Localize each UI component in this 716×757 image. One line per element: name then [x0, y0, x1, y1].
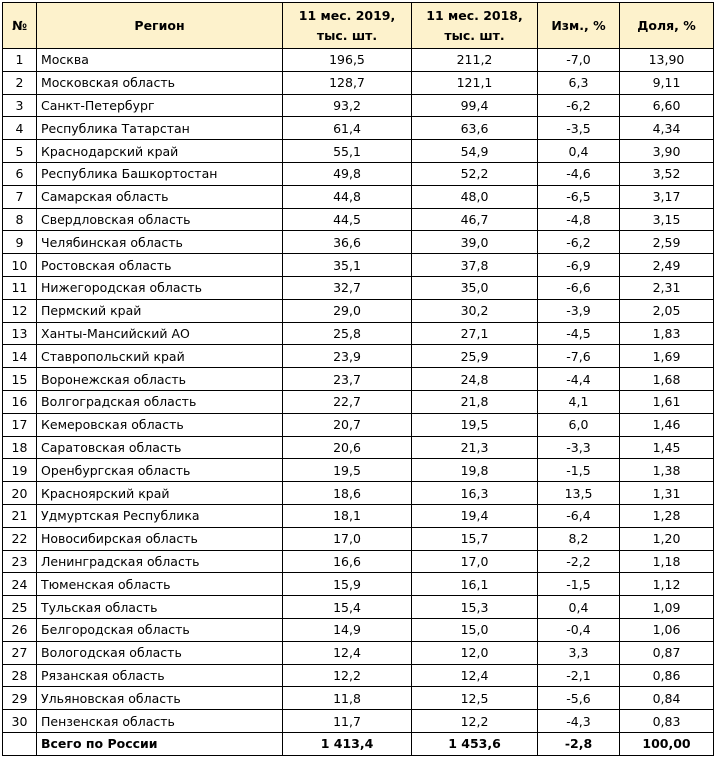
change-percent: 8,2 — [538, 527, 620, 550]
share-percent: 1,28 — [620, 504, 714, 527]
region-name: Белгородская область — [37, 618, 283, 641]
row-number: 9 — [3, 231, 37, 254]
region-name: Краснодарский край — [37, 140, 283, 163]
row-number: 27 — [3, 641, 37, 664]
value-2019: 128,7 — [283, 71, 412, 94]
change-percent: -2,1 — [538, 664, 620, 687]
region-name: Москва — [37, 49, 283, 72]
share-percent: 2,31 — [620, 276, 714, 299]
table-row — [3, 322, 714, 345]
value-2018: 121,1 — [412, 71, 538, 94]
table-row — [3, 459, 714, 482]
total-row — [3, 732, 714, 755]
share-percent: 6,60 — [620, 94, 714, 117]
row-number: 24 — [3, 573, 37, 596]
row-number: 26 — [3, 618, 37, 641]
value-2018: 12,4 — [412, 664, 538, 687]
table-row — [3, 664, 714, 687]
value-2019: 23,7 — [283, 368, 412, 391]
change-percent: -1,5 — [538, 459, 620, 482]
region-name: Саратовская область — [37, 436, 283, 459]
value-2019: 11,8 — [283, 687, 412, 710]
share-percent: 1,38 — [620, 459, 714, 482]
table-row — [3, 482, 714, 505]
table-row — [3, 550, 714, 573]
value-2019: 61,4 — [283, 117, 412, 140]
region-name: Кемеровская область — [37, 413, 283, 436]
region-name: Удмуртская Республика — [37, 504, 283, 527]
value-2019: 19,5 — [283, 459, 412, 482]
row-number — [3, 732, 37, 755]
table-row — [3, 254, 714, 277]
value-2019: 49,8 — [283, 162, 412, 185]
change-percent: -4,4 — [538, 368, 620, 391]
row-number: 4 — [3, 117, 37, 140]
value-2019: 23,9 — [283, 345, 412, 368]
change-percent: 3,3 — [538, 641, 620, 664]
region-name: Пензенская область — [37, 710, 283, 733]
share-percent: 2,05 — [620, 299, 714, 322]
header-2018 — [412, 3, 538, 49]
row-number: 29 — [3, 687, 37, 710]
change-percent: -4,6 — [538, 162, 620, 185]
region-name: Волгоградская область — [37, 390, 283, 413]
region-name: Пермский край — [37, 299, 283, 322]
region-name: Тюменская область — [37, 573, 283, 596]
change-percent: -6,4 — [538, 504, 620, 527]
change-percent: -7,6 — [538, 345, 620, 368]
share-percent: 2,49 — [620, 254, 714, 277]
row-number: 21 — [3, 504, 37, 527]
value-2018: 19,5 — [412, 413, 538, 436]
region-name: Самарская область — [37, 185, 283, 208]
table-row — [3, 185, 714, 208]
share-percent: 1,09 — [620, 596, 714, 619]
row-number: 6 — [3, 162, 37, 185]
value-2018: 63,6 — [412, 117, 538, 140]
region-name: Новосибирская область — [37, 527, 283, 550]
change-percent: -3,5 — [538, 117, 620, 140]
table-row — [3, 641, 714, 664]
value-2019: 44,5 — [283, 208, 412, 231]
row-number: 14 — [3, 345, 37, 368]
change-percent: -6,2 — [538, 231, 620, 254]
share-percent: 1,45 — [620, 436, 714, 459]
region-name: Ростовская область — [37, 254, 283, 277]
region-name: Вологодская область — [37, 641, 283, 664]
change-percent: -2,2 — [538, 550, 620, 573]
header-share: Доля, % — [620, 3, 714, 49]
value-2019: 14,9 — [283, 618, 412, 641]
value-2019: 1 413,4 — [283, 732, 412, 755]
change-percent: 0,4 — [538, 596, 620, 619]
value-2019: 12,4 — [283, 641, 412, 664]
change-percent: -2,8 — [538, 732, 620, 755]
value-2018: 21,3 — [412, 436, 538, 459]
regions-table — [2, 2, 714, 756]
value-2018: 16,1 — [412, 573, 538, 596]
share-percent: 0,83 — [620, 710, 714, 733]
change-percent: 13,5 — [538, 482, 620, 505]
value-2019: 22,7 — [283, 390, 412, 413]
value-2019: 93,2 — [283, 94, 412, 117]
value-2018: 30,2 — [412, 299, 538, 322]
share-percent: 0,87 — [620, 641, 714, 664]
share-percent: 1,06 — [620, 618, 714, 641]
share-percent: 2,59 — [620, 231, 714, 254]
share-percent: 1,20 — [620, 527, 714, 550]
table-row — [3, 49, 714, 72]
value-2018: 211,2 — [412, 49, 538, 72]
value-2019: 12,2 — [283, 664, 412, 687]
share-percent: 1,68 — [620, 368, 714, 391]
header-region: Регион — [37, 3, 283, 49]
share-percent: 1,31 — [620, 482, 714, 505]
header-2019-line1: 11 мес. 2019, — [298, 7, 396, 23]
value-2019: 20,6 — [283, 436, 412, 459]
value-2019: 55,1 — [283, 140, 412, 163]
table-row — [3, 527, 714, 550]
value-2018: 27,1 — [412, 322, 538, 345]
change-percent: -1,5 — [538, 573, 620, 596]
table-row — [3, 345, 714, 368]
value-2019: 196,5 — [283, 49, 412, 72]
table-row — [3, 231, 714, 254]
value-2019: 44,8 — [283, 185, 412, 208]
change-percent: -0,4 — [538, 618, 620, 641]
share-percent: 1,18 — [620, 550, 714, 573]
table-row — [3, 71, 714, 94]
value-2018: 12,2 — [412, 710, 538, 733]
share-percent: 13,90 — [620, 49, 714, 72]
table-row — [3, 117, 714, 140]
change-percent: -5,6 — [538, 687, 620, 710]
share-percent: 3,15 — [620, 208, 714, 231]
region-name: Нижегородская область — [37, 276, 283, 299]
share-percent: 100,00 — [620, 732, 714, 755]
region-name: Ханты-Мансийский АО — [37, 322, 283, 345]
value-2018: 37,8 — [412, 254, 538, 277]
share-percent: 1,12 — [620, 573, 714, 596]
table-row — [3, 618, 714, 641]
table-row — [3, 504, 714, 527]
share-percent: 0,86 — [620, 664, 714, 687]
table-row — [3, 94, 714, 117]
header-number: № — [3, 3, 37, 49]
table-row — [3, 596, 714, 619]
header-row — [3, 3, 714, 49]
value-2018: 35,0 — [412, 276, 538, 299]
change-percent: -6,9 — [538, 254, 620, 277]
row-number: 18 — [3, 436, 37, 459]
share-percent: 3,17 — [620, 185, 714, 208]
row-number: 30 — [3, 710, 37, 733]
row-number: 23 — [3, 550, 37, 573]
change-percent: -4,8 — [538, 208, 620, 231]
table-row — [3, 299, 714, 322]
share-percent: 1,46 — [620, 413, 714, 436]
table-row — [3, 140, 714, 163]
value-2018: 99,4 — [412, 94, 538, 117]
value-2018: 24,8 — [412, 368, 538, 391]
value-2018: 1 453,6 — [412, 732, 538, 755]
share-percent: 1,69 — [620, 345, 714, 368]
row-number: 16 — [3, 390, 37, 413]
region-name: Челябинская область — [37, 231, 283, 254]
value-2018: 54,9 — [412, 140, 538, 163]
table-row — [3, 413, 714, 436]
value-2019: 29,0 — [283, 299, 412, 322]
value-2019: 15,9 — [283, 573, 412, 596]
region-name: Свердловская область — [37, 208, 283, 231]
value-2019: 35,1 — [283, 254, 412, 277]
region-name: Тульская область — [37, 596, 283, 619]
region-name: Ленинградская область — [37, 550, 283, 573]
change-percent: -6,2 — [538, 94, 620, 117]
row-number: 3 — [3, 94, 37, 117]
row-number: 17 — [3, 413, 37, 436]
row-number: 15 — [3, 368, 37, 391]
region-name: Московская область — [37, 71, 283, 94]
table-row — [3, 162, 714, 185]
header-2018-line2: тыс. шт. — [444, 27, 505, 43]
value-2019: 16,6 — [283, 550, 412, 573]
value-2018: 12,5 — [412, 687, 538, 710]
region-name: Республика Башкортостан — [37, 162, 283, 185]
value-2018: 16,3 — [412, 482, 538, 505]
value-2019: 25,8 — [283, 322, 412, 345]
value-2018: 46,7 — [412, 208, 538, 231]
region-name: Республика Татарстан — [37, 117, 283, 140]
row-number: 13 — [3, 322, 37, 345]
value-2018: 15,0 — [412, 618, 538, 641]
value-2018: 15,3 — [412, 596, 538, 619]
row-number: 28 — [3, 664, 37, 687]
change-percent: 6,0 — [538, 413, 620, 436]
share-percent: 9,11 — [620, 71, 714, 94]
header-2019 — [283, 3, 412, 49]
value-2018: 39,0 — [412, 231, 538, 254]
row-number: 1 — [3, 49, 37, 72]
table-row — [3, 573, 714, 596]
region-name: Ставропольский край — [37, 345, 283, 368]
change-percent: 6,3 — [538, 71, 620, 94]
region-name: Ульяновская область — [37, 687, 283, 710]
row-number: 22 — [3, 527, 37, 550]
row-number: 7 — [3, 185, 37, 208]
value-2018: 21,8 — [412, 390, 538, 413]
value-2019: 18,6 — [283, 482, 412, 505]
value-2019: 32,7 — [283, 276, 412, 299]
row-number: 5 — [3, 140, 37, 163]
change-percent: -7,0 — [538, 49, 620, 72]
share-percent: 4,34 — [620, 117, 714, 140]
change-percent: -6,5 — [538, 185, 620, 208]
table-row — [3, 276, 714, 299]
share-percent: 1,61 — [620, 390, 714, 413]
header-2019-line2: тыс. шт. — [316, 27, 378, 43]
value-2019: 11,7 — [283, 710, 412, 733]
row-number: 25 — [3, 596, 37, 619]
value-2018: 17,0 — [412, 550, 538, 573]
table-row — [3, 368, 714, 391]
value-2018: 19,4 — [412, 504, 538, 527]
change-percent: -3,9 — [538, 299, 620, 322]
row-number: 19 — [3, 459, 37, 482]
table-row — [3, 208, 714, 231]
region-name: Воронежская область — [37, 368, 283, 391]
change-percent: 4,1 — [538, 390, 620, 413]
value-2018: 52,2 — [412, 162, 538, 185]
change-percent: -6,6 — [538, 276, 620, 299]
change-percent: -4,5 — [538, 322, 620, 345]
value-2019: 15,4 — [283, 596, 412, 619]
value-2018: 25,9 — [412, 345, 538, 368]
row-number: 8 — [3, 208, 37, 231]
share-percent: 3,52 — [620, 162, 714, 185]
value-2019: 18,1 — [283, 504, 412, 527]
table-row — [3, 390, 714, 413]
value-2018: 48,0 — [412, 185, 538, 208]
change-percent: -3,3 — [538, 436, 620, 459]
share-percent: 3,90 — [620, 140, 714, 163]
row-number: 20 — [3, 482, 37, 505]
value-2019: 17,0 — [283, 527, 412, 550]
row-number: 11 — [3, 276, 37, 299]
region-name: Красноярский край — [37, 482, 283, 505]
value-2018: 12,0 — [412, 641, 538, 664]
change-percent: -4,3 — [538, 710, 620, 733]
share-percent: 0,84 — [620, 687, 714, 710]
header-2018-line1: 11 мес. 2018, — [426, 7, 523, 23]
row-number: 12 — [3, 299, 37, 322]
row-number: 10 — [3, 254, 37, 277]
value-2019: 36,6 — [283, 231, 412, 254]
value-2019: 20,7 — [283, 413, 412, 436]
table-row — [3, 710, 714, 733]
region-name: Всего по России — [37, 732, 283, 755]
region-name: Рязанская область — [37, 664, 283, 687]
share-percent: 1,83 — [620, 322, 714, 345]
table-row — [3, 436, 714, 459]
row-number: 2 — [3, 71, 37, 94]
header-change: Изм., % — [538, 3, 620, 49]
value-2018: 15,7 — [412, 527, 538, 550]
change-percent: 0,4 — [538, 140, 620, 163]
value-2018: 19,8 — [412, 459, 538, 482]
region-name: Оренбургская область — [37, 459, 283, 482]
table-row — [3, 687, 714, 710]
region-name: Санкт-Петербург — [37, 94, 283, 117]
